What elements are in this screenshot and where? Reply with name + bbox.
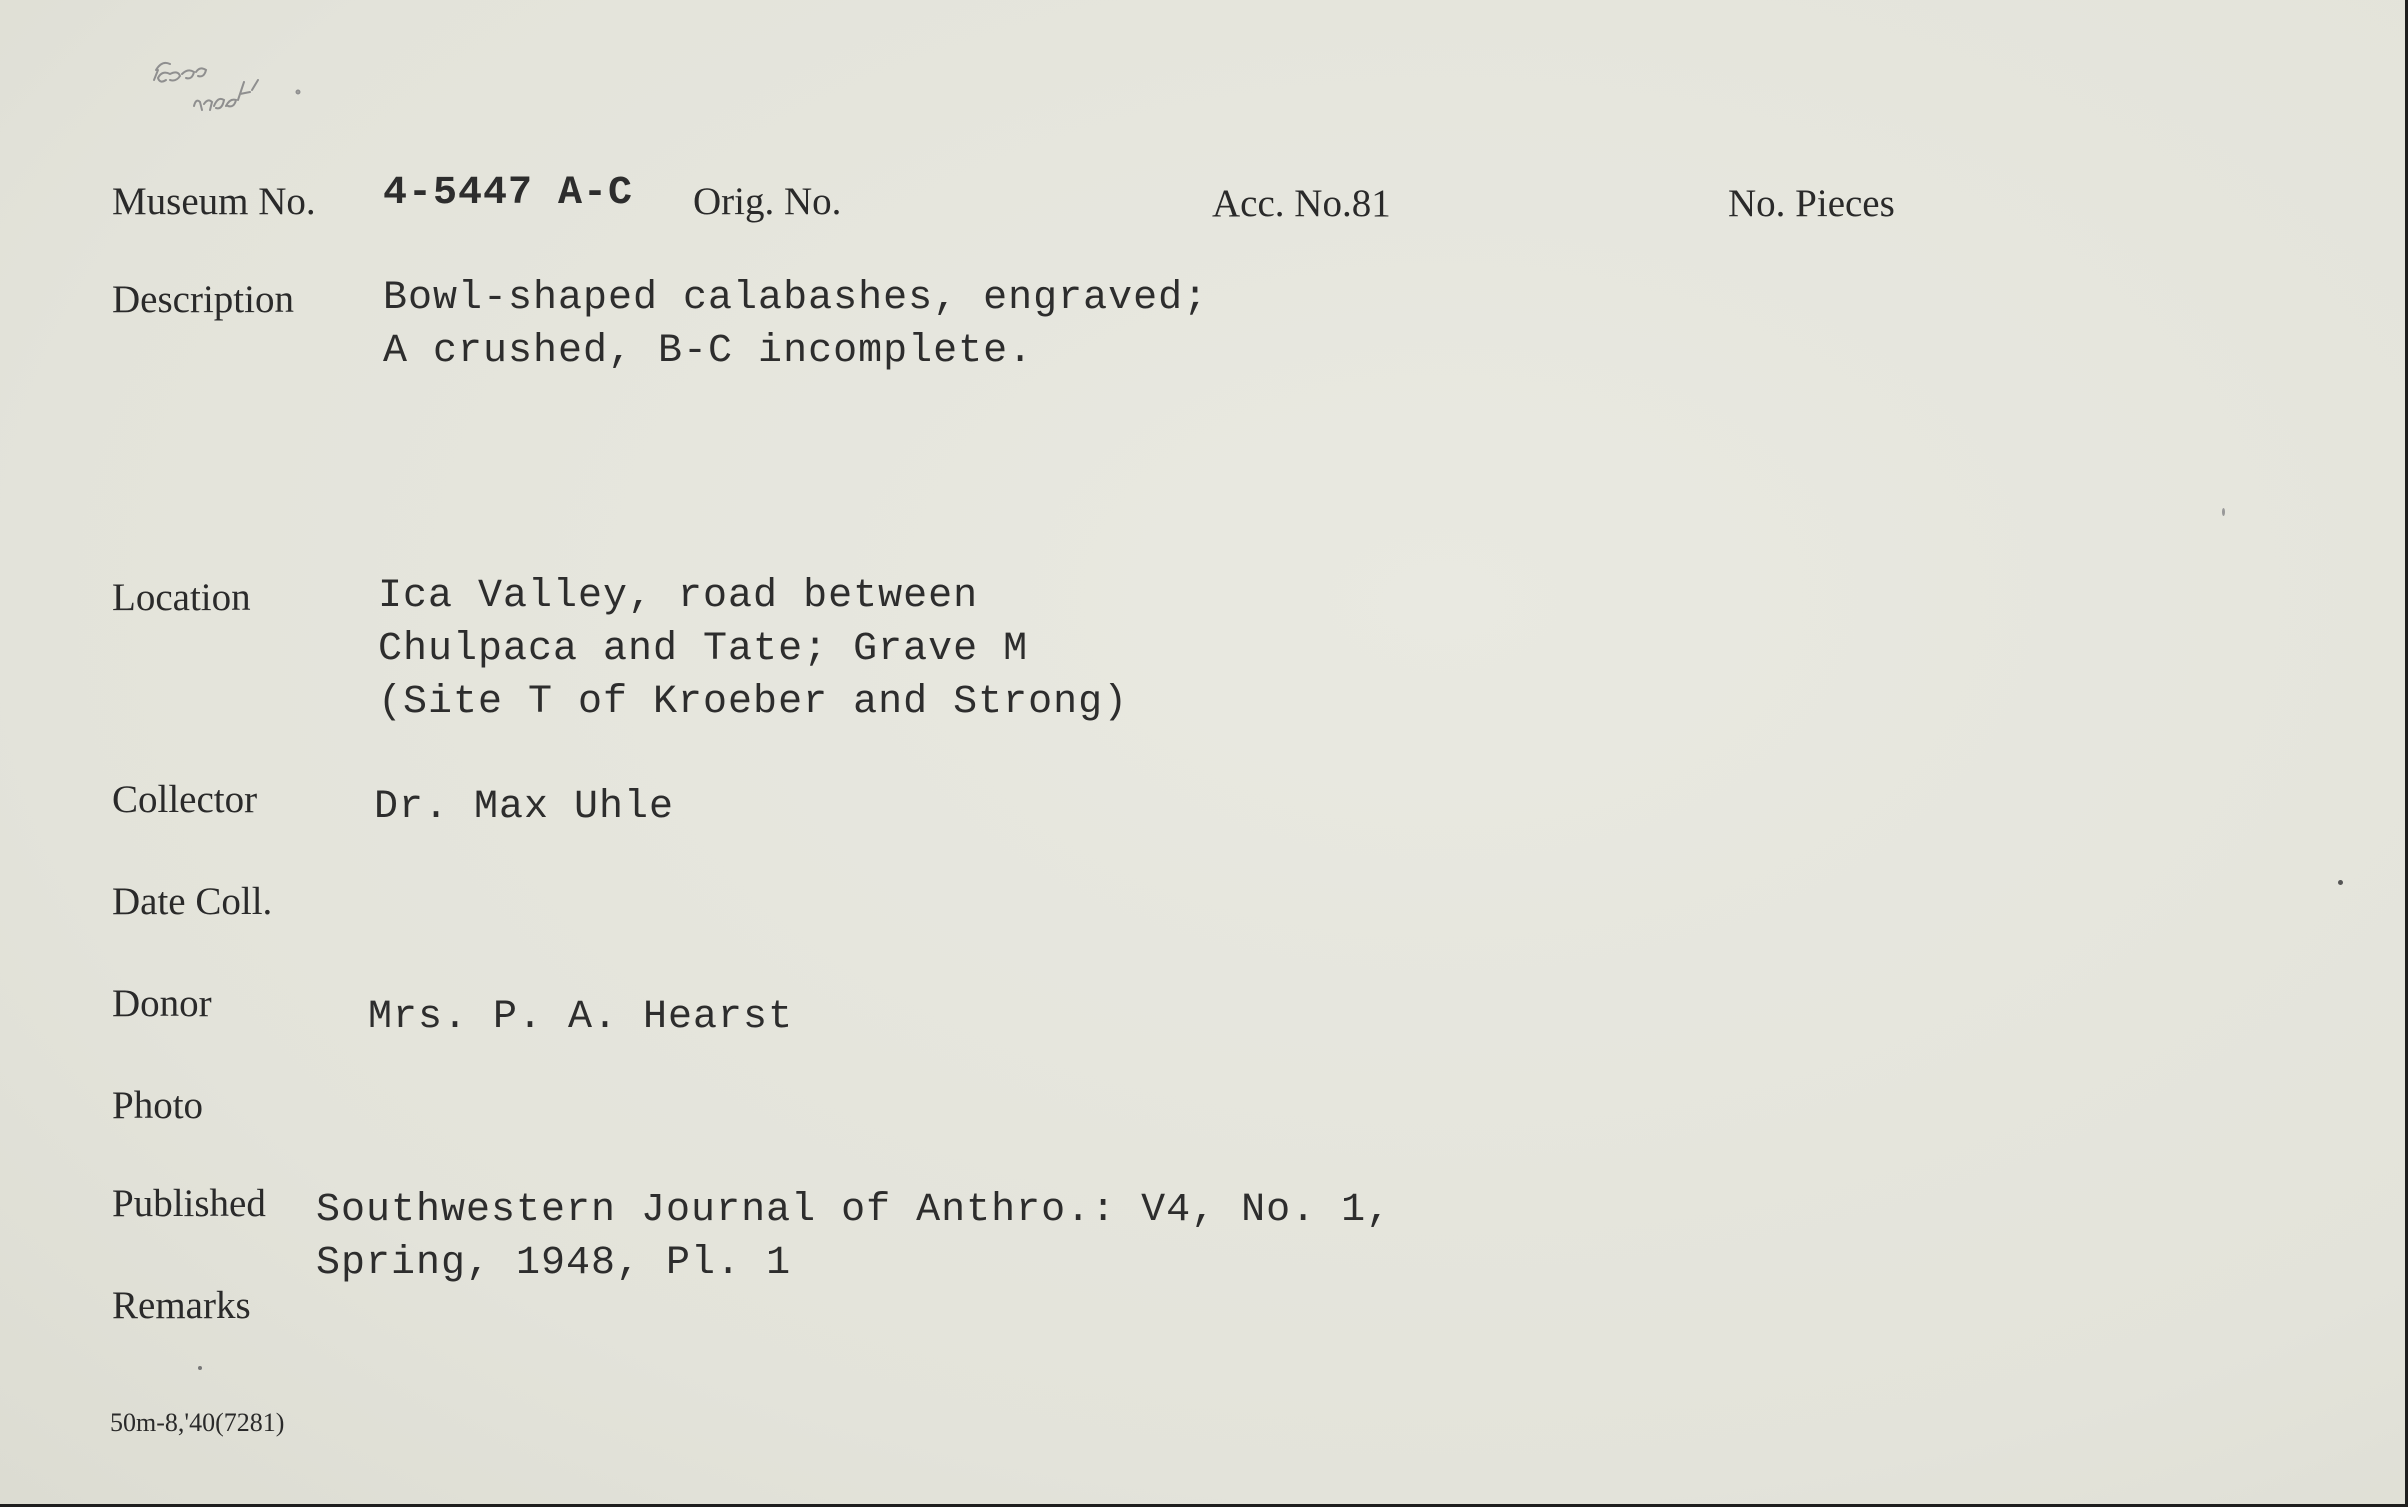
acc-no-label-text: Acc. No. bbox=[1212, 182, 1352, 225]
orig-no-label: Orig. No. bbox=[693, 180, 842, 223]
date-coll-label: Date Coll. bbox=[112, 880, 273, 923]
museum-no-value: 4-5447 A-C bbox=[383, 171, 634, 216]
photo-label: Photo bbox=[112, 1084, 204, 1127]
scan-speck bbox=[2338, 880, 2343, 885]
scan-speck bbox=[198, 1366, 202, 1370]
donor-label: Donor bbox=[112, 982, 212, 1025]
published-line-1: Southwestern Journal of Anthro.: V4, No. 1, bbox=[316, 1188, 1392, 1233]
collector-label: Collector bbox=[112, 778, 258, 821]
acc-no-value: 81 bbox=[1351, 182, 1391, 225]
card-print-code: 50m-8,'40(7281) bbox=[110, 1408, 285, 1437]
description-value bbox=[383, 272, 1208, 378]
location-line-2: Chulpaca and Tate; Grave M bbox=[378, 627, 1029, 672]
collector-value: Dr. Max Uhle bbox=[374, 785, 675, 830]
description-line-2: A crushed, B-C incomplete. bbox=[383, 329, 1034, 374]
no-pieces-label: No. Pieces bbox=[1728, 182, 1895, 225]
location-line-3: (Site T of Kroeber and Strong) bbox=[378, 680, 1129, 725]
location-line-1: Ica Valley, road between bbox=[378, 574, 979, 619]
description-label: Description bbox=[112, 278, 294, 321]
location-value bbox=[378, 570, 1128, 729]
donor-value: Mrs. P. A. Hearst bbox=[368, 995, 794, 1040]
description-line-1: Bowl-shaped calabashes, engraved; bbox=[383, 276, 1209, 321]
published-value bbox=[316, 1184, 1391, 1290]
published-line-2: Spring, 1948, Pl. 1 bbox=[316, 1241, 792, 1286]
museum-no-label: Museum No. bbox=[112, 180, 316, 223]
acc-no-label bbox=[1212, 184, 1391, 223]
published-label: Published bbox=[112, 1182, 266, 1225]
handwritten-pencil-note bbox=[148, 40, 328, 120]
location-label: Location bbox=[112, 576, 251, 619]
remarks-label: Remarks bbox=[112, 1284, 251, 1327]
scan-speck bbox=[2222, 508, 2225, 516]
